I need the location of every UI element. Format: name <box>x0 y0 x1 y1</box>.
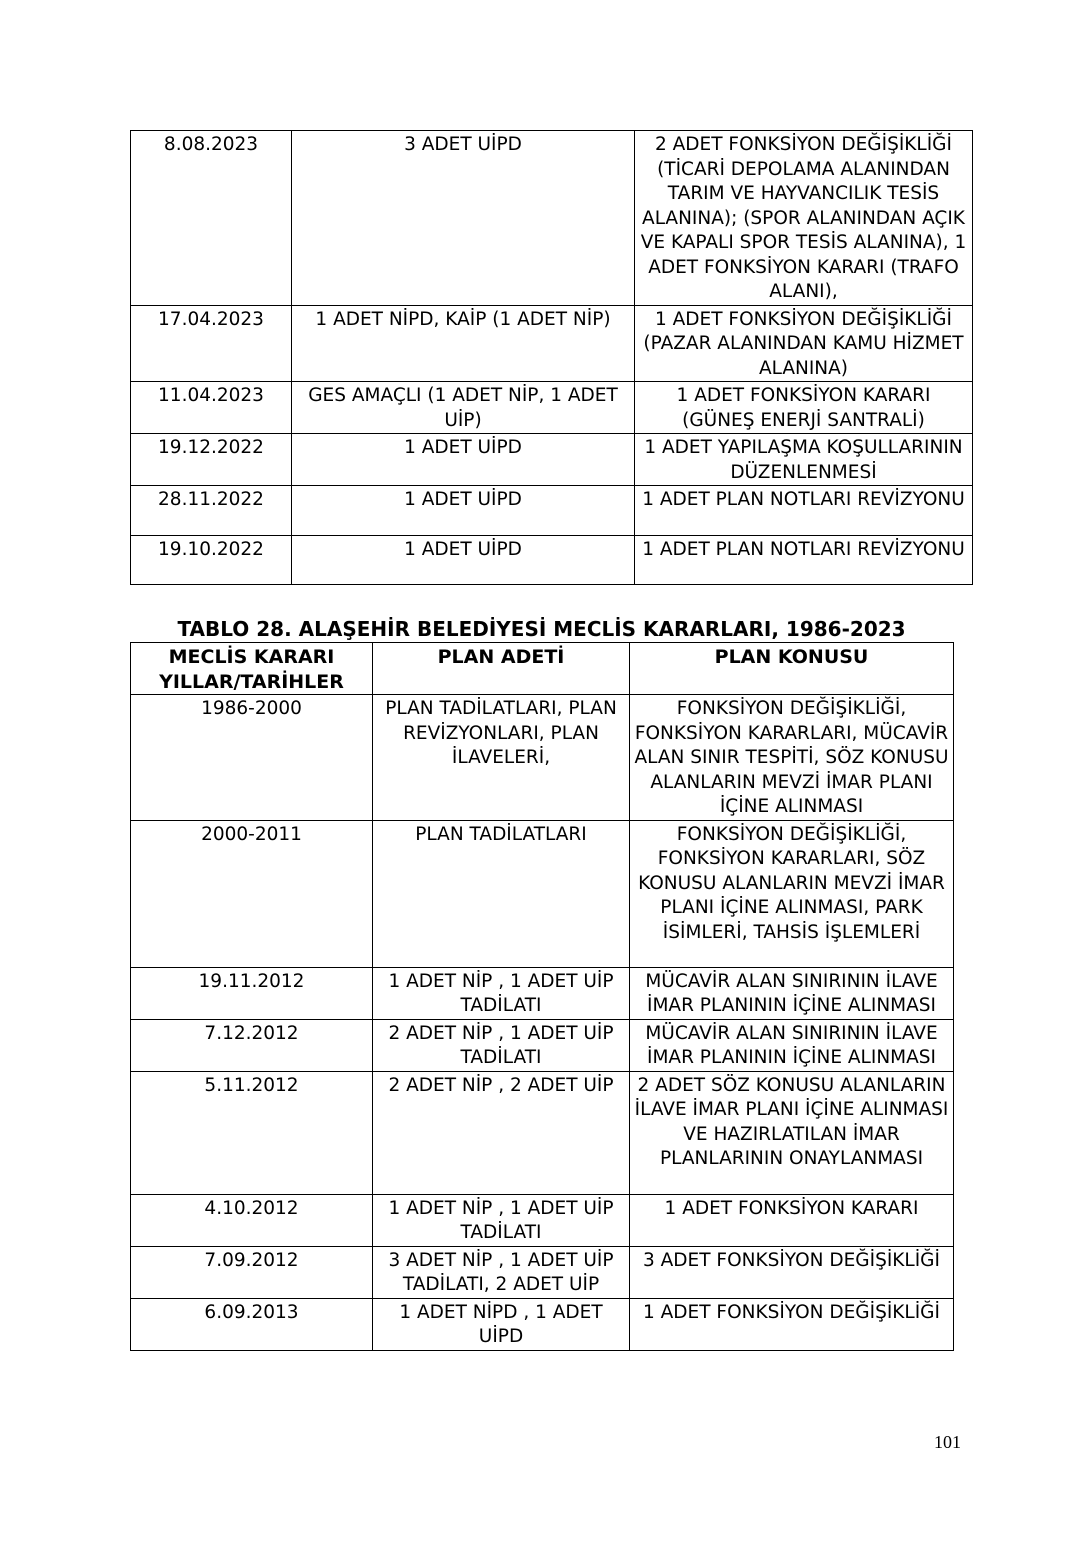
plan-count-cell: GES AMAÇLI (1 ADET NİP, 1 ADET UİP) <box>292 382 635 434</box>
table-caption: TABLO 28. ALAŞEHİR BELEDİYESİ MECLİS KARARLARI, 1986-2023 <box>177 617 906 641</box>
date-cell: 7.09.2012 <box>131 1246 373 1298</box>
header-date: MECLİS KARARI YILLAR/TARİHLER <box>131 643 373 695</box>
plan-subject-cell: 2 ADET SÖZ KONUSU ALANLARIN İLAVE İMAR PLANI İÇİNE ALINMASI VE HAZIRLATILAN İMAR PLANLARININ ONAYLANMASI <box>630 1071 954 1194</box>
plan-count-cell: 1 ADET NİPD , 1 ADET UİPD <box>373 1298 630 1350</box>
plan-subject-cell: 1 ADET FONKSİYON KARARI <box>630 1194 954 1246</box>
date-cell: 7.12.2012 <box>131 1019 373 1071</box>
table-row <box>131 382 973 434</box>
table-row <box>131 536 973 585</box>
plan-subject-cell: 1 ADET YAPILAŞMA KOŞULLARININ DÜZENLENMESİ <box>635 434 973 486</box>
plan-count-cell: PLAN TADİLATLARI, PLAN REVİZYONLARI, PLAN İLAVELERİ, <box>373 695 630 821</box>
plan-count-cell: 2 ADET NİP , 2 ADET UİP <box>373 1071 630 1194</box>
date-cell: 19.11.2012 <box>131 967 373 1019</box>
plan-count-cell: 1 ADET NİP , 1 ADET UİP TADİLATI <box>373 967 630 1019</box>
plan-count-cell: 1 ADET NİP , 1 ADET UİP TADİLATI <box>373 1194 630 1246</box>
table-row <box>131 486 973 536</box>
date-cell: 1986-2000 <box>131 695 373 821</box>
plan-count-cell: 3 ADET NİP , 1 ADET UİP TADİLATI, 2 ADET UİP <box>373 1246 630 1298</box>
date-cell: 11.04.2023 <box>131 382 292 434</box>
plan-subject-cell: MÜCAVİR ALAN SINIRININ İLAVE İMAR PLANININ İÇİNE ALINMASI <box>630 967 954 1019</box>
page-number: 101 <box>934 1432 961 1452</box>
plan-subject-cell: 3 ADET FONKSİYON DEĞİŞİKLİĞİ <box>630 1246 954 1298</box>
header-plan-subject: PLAN KONUSU <box>630 643 954 695</box>
plan-count-cell: 3 ADET UİPD <box>292 131 635 306</box>
date-cell: 6.09.2013 <box>131 1298 373 1350</box>
date-cell: 19.12.2022 <box>131 434 292 486</box>
table-row <box>131 131 973 306</box>
plan-count-cell: 1 ADET UİPD <box>292 486 635 536</box>
table-row <box>131 820 954 967</box>
plan-subject-cell: 1 ADET FONKSİYON KARARI (GÜNEŞ ENERJİ SANTRALİ) <box>635 382 973 434</box>
table-row <box>131 1019 954 1071</box>
date-cell: 4.10.2012 <box>131 1194 373 1246</box>
table-row <box>131 695 954 821</box>
date-cell: 8.08.2023 <box>131 131 292 306</box>
council-decisions-table-continued <box>130 130 973 585</box>
plan-count-cell: 1 ADET UİPD <box>292 434 635 486</box>
date-cell: 28.11.2022 <box>131 486 292 536</box>
plan-subject-cell: 2 ADET FONKSİYON DEĞİŞİKLİĞİ (TİCARİ DEPOLAMA ALANINDAN TARIM VE HAYVANCILIK TESİS ALANINA); (SPOR ALANINDAN AÇIK VE KAPALI SPOR TESİS ALANINA), 1 ADET FONKSİYON KARARI (TRAFO ALANI), <box>635 131 973 306</box>
table-row <box>131 305 973 382</box>
table-header-row <box>131 643 954 695</box>
date-cell: 17.04.2023 <box>131 305 292 382</box>
table-row <box>131 1298 954 1350</box>
table-row <box>131 1246 954 1298</box>
date-cell: 19.10.2022 <box>131 536 292 585</box>
plan-count-cell: 1 ADET NİPD, KAİP (1 ADET NİP) <box>292 305 635 382</box>
plan-subject-cell: 1 ADET FONKSİYON DEĞİŞİKLİĞİ (PAZAR ALANINDAN KAMU HİZMET ALANINA) <box>635 305 973 382</box>
plan-subject-cell: MÜCAVİR ALAN SINIRININ İLAVE İMAR PLANININ İÇİNE ALINMASI <box>630 1019 954 1071</box>
plan-count-cell: PLAN TADİLATLARI <box>373 820 630 967</box>
table-row <box>131 1071 954 1194</box>
date-cell: 5.11.2012 <box>131 1071 373 1194</box>
plan-count-cell: 2 ADET NİP , 1 ADET UİP TADİLATI <box>373 1019 630 1071</box>
plan-subject-cell: 1 ADET PLAN NOTLARI REVİZYONU <box>635 536 973 585</box>
table-row <box>131 434 973 486</box>
council-decisions-table <box>130 642 954 1351</box>
table-row <box>131 1194 954 1246</box>
plan-count-cell: 1 ADET UİPD <box>292 536 635 585</box>
header-plan-count: PLAN ADETİ <box>373 643 630 695</box>
plan-subject-cell: FONKSİYON DEĞİŞİKLİĞİ, FONKSİYON KARARLARI, SÖZ KONUSU ALANLARIN MEVZİ İMAR PLANI İÇİNE ALINMASI, PARK İSİMLERİ, TAHSİS İŞLEMLERİ <box>630 820 954 967</box>
date-cell: 2000-2011 <box>131 820 373 967</box>
table-row <box>131 967 954 1019</box>
plan-subject-cell: FONKSİYON DEĞİŞİKLİĞİ, FONKSİYON KARARLARI, MÜCAVİR ALAN SINIR TESPİTİ, SÖZ KONUSU ALANLARIN MEVZİ İMAR PLANI İÇİNE ALINMASI <box>630 695 954 821</box>
plan-subject-cell: 1 ADET FONKSİYON DEĞİŞİKLİĞİ <box>630 1298 954 1350</box>
plan-subject-cell: 1 ADET PLAN NOTLARI REVİZYONU <box>635 486 973 536</box>
